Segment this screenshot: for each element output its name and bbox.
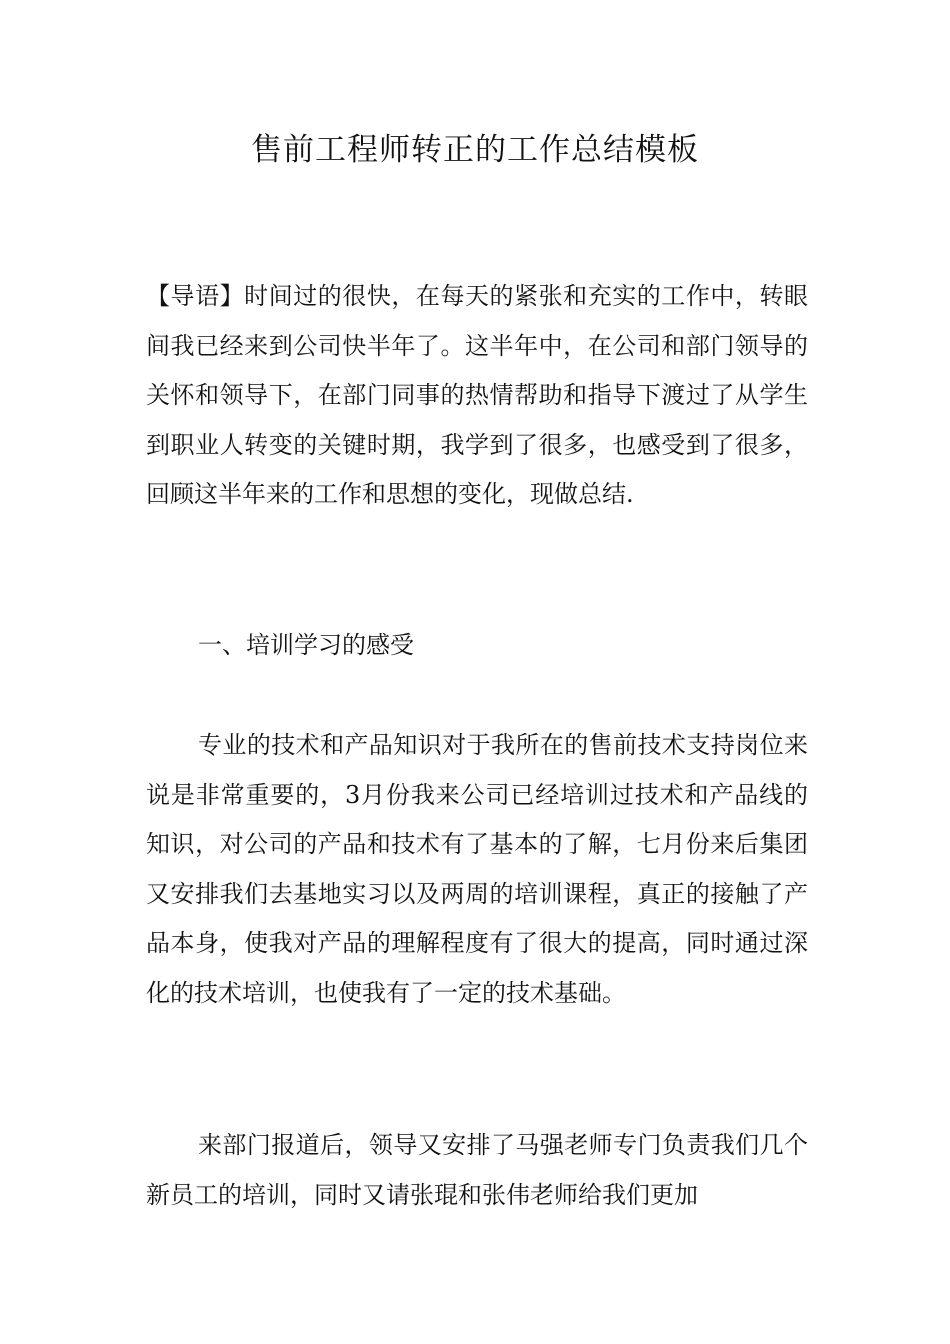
section-heading: 一、培训学习的感受 [198, 631, 414, 659]
body-paragraph-2: 来部门报道后，领导又安排了马强老师专门负责我们几个新员工的培训，同时又请张琨和张伟老师给我们更加 [146, 1131, 808, 1209]
intro-paragraph: 【导语】时间过的很快，在每天的紧张和充实的工作中，转眼间我已经来到公司快半年了。这半年中，在公司和部门领导的关怀和领导下，在部门同事的热情帮助和指导下渡过了从学生到职业人转变的关键时期，我学到了很多，也感受到了很多，回顾这半年来的工作和思想的变化，现做总结. [146, 282, 808, 508]
document-title: 售前工程师转正的工作总结模板 [251, 132, 699, 168]
body-paragraph-1: 专业的技术和产品知识对于我所在的售前技术支持岗位来说是非常重要的，3月份我来公司已经培训过技术和产品线的知识，对公司的产品和技术有了基本的了解，七月份来后集团又安排我们去基地实习以及两周的培训课程，真正的接触了产品本身，使我对产品的理解程度有了很大的提高，同时通过深化的技术培训，也使我有了一定的技术基础。 [146, 731, 808, 1007]
